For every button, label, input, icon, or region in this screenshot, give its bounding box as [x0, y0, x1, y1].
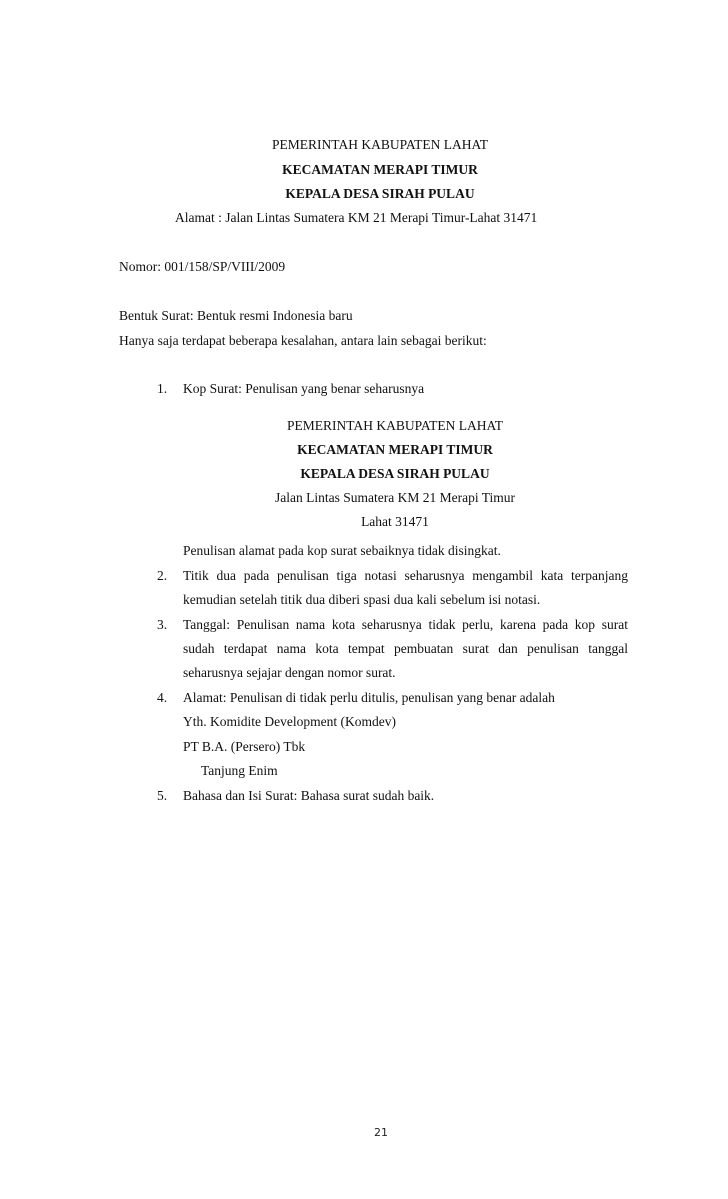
item-4-address-1: Yth. Komidite Development (Komdev): [183, 714, 396, 729]
kop-line-4: Jalan Lintas Sumatera KM 21 Merapi Timur: [275, 490, 515, 505]
kop-line-2: KECAMATAN MERAPI TIMUR: [297, 442, 493, 457]
nomor-line: Nomor: 001/158/SP/VIII/2009: [119, 259, 286, 274]
bentuk-surat: Bentuk Surat: Bentuk resmi Indonesia baru: [119, 308, 353, 323]
item-4-number: 4.: [157, 690, 168, 705]
page-number: 21: [374, 1126, 388, 1139]
item-1-text: Kop Surat: Penulisan yang benar seharusnya: [183, 381, 425, 396]
item-2-line-2: kemudian setelah titik dua diberi spasi dua kali sebelum isi notasi.: [183, 592, 541, 607]
header-line-2: KECAMATAN MERAPI TIMUR: [282, 162, 478, 177]
item-2-line-1: Titik dua pada penulisan tiga notasi seharusnya mengambil kata terpanjang: [183, 568, 628, 583]
item-3-line-3: seharusnya sejajar dengan nomor surat.: [183, 665, 396, 680]
item-1-number: 1.: [157, 381, 168, 396]
intro-text: Hanya saja terdapat beberapa kesalahan, antara lain sebagai berikut:: [119, 333, 487, 348]
kop-line-1: PEMERINTAH KABUPATEN LAHAT: [287, 418, 503, 433]
item-4-line-1: Alamat: Penulisan di tidak perlu ditulis, penulisan yang benar adalah: [183, 690, 555, 705]
header-line-3: KEPALA DESA SIRAH PULAU: [285, 186, 475, 201]
item-4-address-3: Tanjung Enim: [201, 763, 278, 778]
kop-line-5: Lahat 31471: [361, 514, 429, 529]
item-3-line-2: sudah terdapat nama kota tempat pembuatan surat dan penulisan tanggal: [183, 641, 628, 656]
item-5-line-1: Bahasa dan Isi Surat: Bahasa surat sudah baik.: [183, 788, 435, 803]
item-2-number: 2.: [157, 568, 168, 583]
item-3-number: 3.: [157, 617, 168, 632]
header-address: Alamat : Jalan Lintas Sumatera KM 21 Merapi Timur-Lahat 31471: [175, 210, 538, 225]
item-4-address-2: PT B.A. (Persero) Tbk: [183, 739, 306, 754]
item-1-note: Penulisan alamat pada kop surat sebaiknya tidak disingkat.: [183, 543, 501, 558]
item-3-line-1: Tanggal: Penulisan nama kota seharusnya tidak perlu, karena pada kop surat: [183, 617, 628, 632]
header-line-1: PEMERINTAH KABUPATEN LAHAT: [272, 137, 488, 152]
kop-line-3: KEPALA DESA SIRAH PULAU: [300, 466, 490, 481]
item-5-number: 5.: [157, 788, 168, 803]
